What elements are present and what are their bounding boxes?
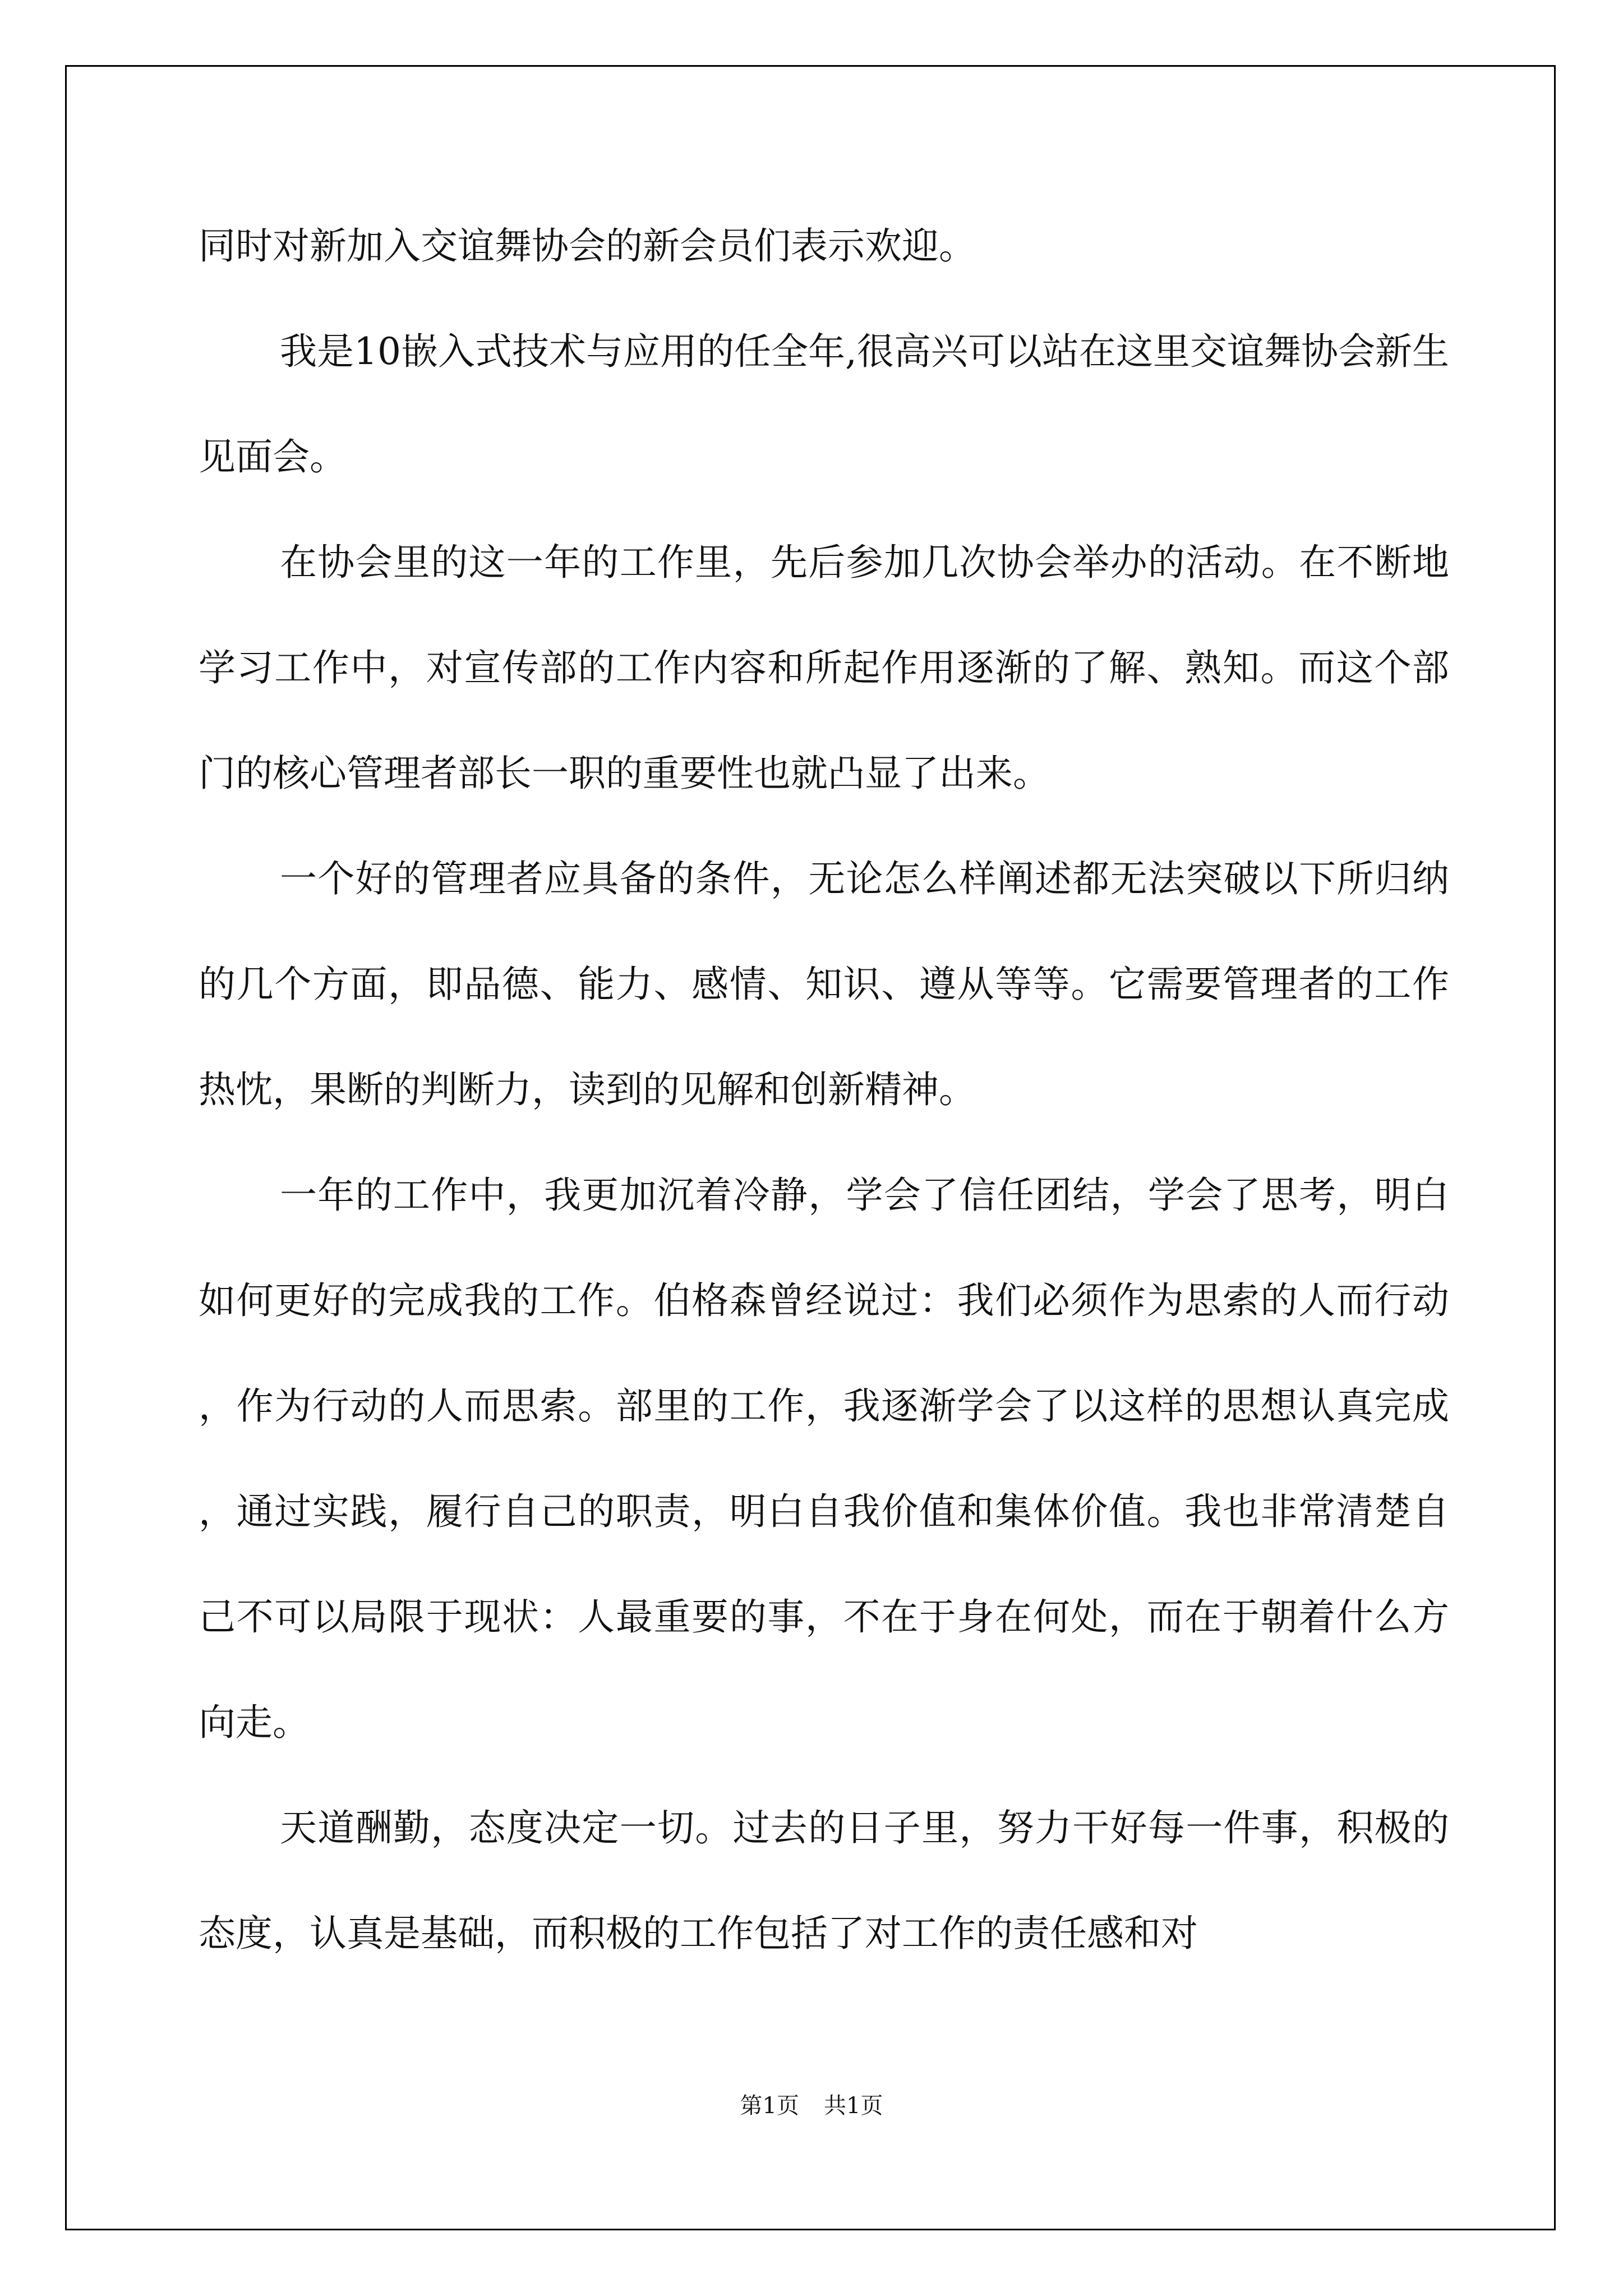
- page-number: 第1页: [740, 2093, 799, 2119]
- paragraph-5: 一年的工作中，我更加沉着冷静，学会了信任团结，学会了思考，明白如何更好的完成我的工作。伯格森曾经说过：我们必须作为思索的人而行动，作为行动的人而思索。部里的工作，我逐渐学会了以这样的思想认真完成，通过实践，履行自己的职责，明白自我价值和集体价值。我也非常清楚自己不可以局限于现状：人最重要的事，不在于身在何处，而在于朝着什么方向走。: [199, 1174, 1449, 1744]
- paragraph-6: 天道酬勤，态度决定一切。过去的日子里，努力干好每一件事，积极的态度，认真是基础，而积极的工作包括了对工作的责任感和对: [199, 1806, 1449, 1955]
- document-body: [199, 194, 1449, 1986]
- paragraph-2: 我是10嵌入式技术与应用的任全年,很高兴可以站在这里交谊舞协会新生见面会。: [199, 330, 1449, 478]
- paragraph-3: 在协会里的这一年的工作里，先后参加几次协会举办的活动。在不断地学习工作中，对宣传部的工作内容和所起作用逐渐的了解、熟知。而这个部门的核心管理者部长一职的重要性也就凸显了出来。: [199, 541, 1449, 795]
- page-total: 共1页: [824, 2093, 883, 2119]
- page-footer: [0, 2088, 1623, 2120]
- paragraph-4: 一个好的管理者应具备的条件，无论怎么样阐述都无法突破以下所归纳的几个方面，即品德、能力、感情、知识、遵从等等。它需要管理者的工作热忱，果断的判断力，读到的见解和创新精神。: [199, 857, 1449, 1111]
- paragraph-1: 同时对新加入交谊舞协会的新会员们表示欢迎。: [199, 224, 976, 268]
